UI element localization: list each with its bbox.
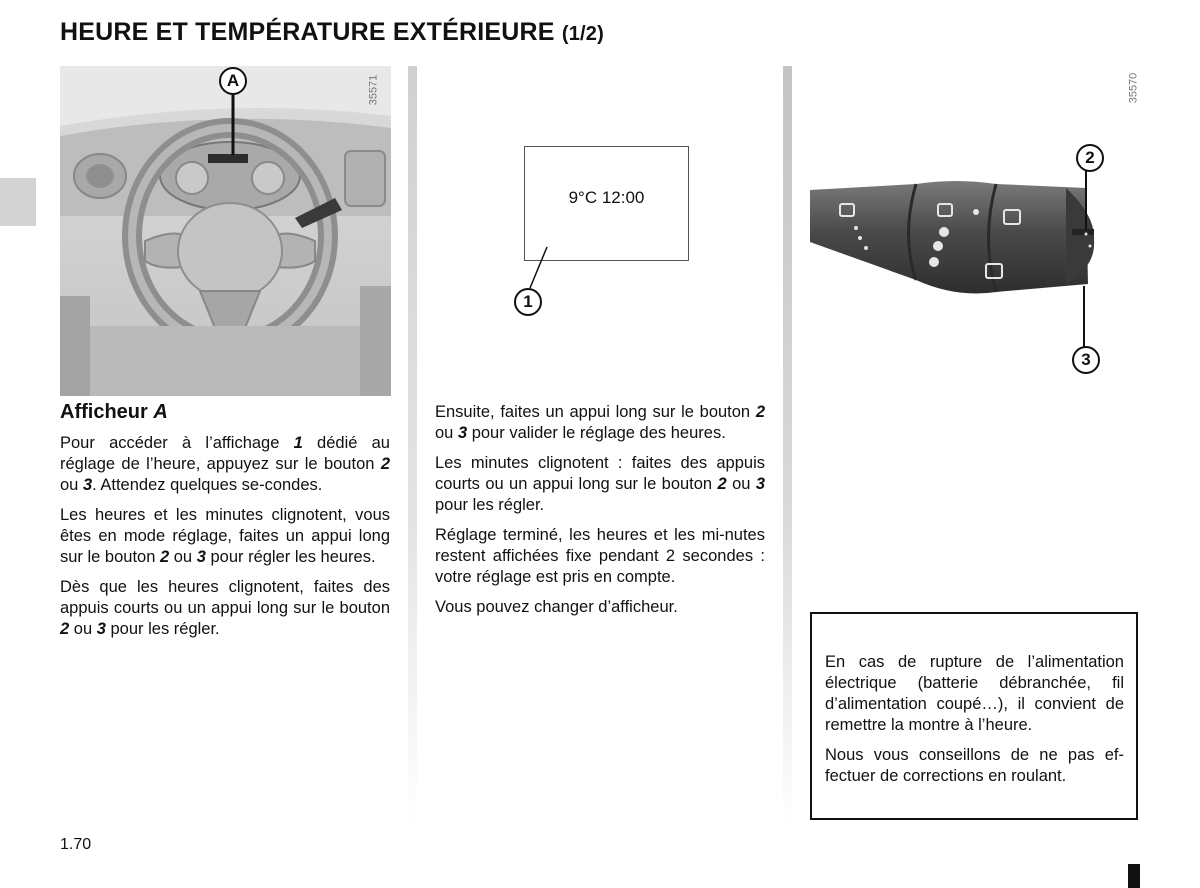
figure-code-dashboard: 35571: [367, 74, 380, 106]
callout-3: 3: [1072, 346, 1100, 374]
note-paragraph-1: En cas de rupture de l’alimentation électrique (batterie débranchée, fil d’alimentation coupé…), il convient de remettre la montre à l’heure.: [825, 653, 1124, 734]
callout-2: 2: [1076, 144, 1104, 172]
col2-paragraph-1: Ensuite, faites un appui long sur le bouton 2 ou 3 pour valider le réglage des heures.: [435, 403, 765, 442]
note-box: [810, 612, 1138, 820]
callout-a: A: [219, 67, 247, 95]
stalk-drawing: [796, 66, 1156, 386]
col2-paragraph-3: Réglage terminé, les heures et les mi-nutes restent affichées fixe pendant 2 secondes : votre réglage est pris en compte.: [435, 526, 765, 586]
col1-paragraph-3: Dès que les heures clignotent, faites des appuis courts ou un appui long sur le bouton 2 ou 3 pour les régler.: [60, 578, 390, 638]
column-divider-right: [783, 66, 792, 826]
steering-wheel-drawing: [60, 66, 391, 396]
note-paragraph-2: Nous vous conseillons de ne pas ef-fectuer de corrections en roulant.: [825, 746, 1124, 785]
callout-1: 1: [514, 288, 542, 316]
col2-paragraph-2: Les minutes clignotent : faites des appuis courts ou un appui long sur le bouton 2 ou 3 pour les régler.: [435, 454, 765, 514]
column-divider-left: [408, 66, 417, 826]
col1-paragraph-1: Pour accéder à l’affichage 1 dédié au réglage de l’heure, appuyez sur le bouton 2 ou 3. Attendez quelques se-condes.: [60, 434, 390, 494]
note-text: [812, 614, 1136, 787]
page-title: [60, 18, 604, 47]
section-heading-letter: A: [153, 401, 168, 423]
page-title-suffix: (1/2): [561, 23, 604, 45]
column-1-text: [60, 433, 390, 649]
section-heading-text: Afficheur: [60, 401, 148, 423]
chapter-tab: [0, 178, 36, 226]
col1-paragraph-2: Les heures et les minutes clignotent, vous êtes en mode réglage, faites un appui long sur le bouton 2 ou 3 pour régler les heures.: [60, 506, 390, 566]
dashboard-illustration: [60, 66, 391, 396]
col2-paragraph-4: Vous pouvez changer d’afficheur.: [435, 598, 678, 616]
figure-code-stalk: 35570: [1127, 72, 1140, 104]
section-heading: [60, 401, 168, 424]
page-title-text: HEURE ET TEMPÉRATURE EXTÉRIEURE: [60, 18, 555, 46]
page-number: 1.70: [60, 836, 92, 853]
display-readout: 9°C 12:00: [568, 188, 645, 207]
column-2-text: [435, 402, 765, 627]
corner-mark: [1128, 864, 1140, 888]
wiper-stalk-illustration: [796, 66, 1156, 386]
